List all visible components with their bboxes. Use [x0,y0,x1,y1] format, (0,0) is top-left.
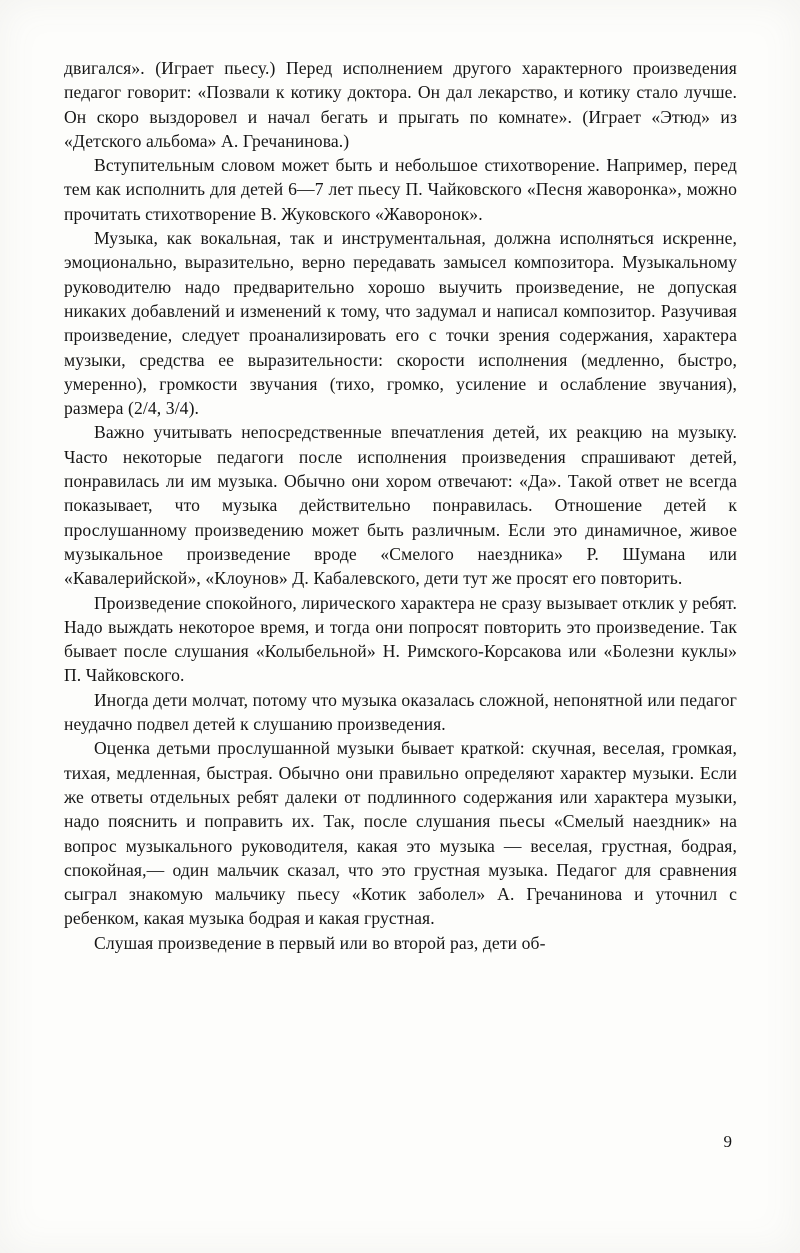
paragraph: Произведение спокойного, лирического характера не сразу вызывает отклик у ребят. Надо выждать некоторое время, и тогда они попросят повторить это произведение. Так бывает после слушания «Колыбельной» Н. Римского-Корсакова или «Болезни куклы» П. Чайковского. [64,592,737,686]
paragraph: Слушая произведение в первый или во второй раз, дети об- [94,932,546,953]
paragraph: двигался». (Играет пьесу.) Перед исполнением другого характерного произведения педагог говорит: «Позвали к котику доктора. Он дал лекарство, и котику стало лучше. Он скоро выздоровел и начал бегать и прыгать по комнате». (Играет «Этюд» из «Детского альбома» А. Гречанинова.) [64,58,737,151]
paragraph: Музыка, как вокальная, так и инструментальная, должна исполняться искренне, эмоционально, выразительно, верно передавать замысел композитора. Музыкальному руководителю надо предварительно хорошо выучить произведение, не допуская никаких добавлений и изменений к тому, что задумал и написал композитор. Разучивая произведение, следует проанализировать его с точки зрения содержания, характера музыки, средства ее выразительности: скорости исполнения (медленно, быстро, умеренно), громкости звучания (тихо, громко, усиление и ослабление звучания), размера (2/4, 3/4). [64,228,737,419]
paragraph: Вступительным словом может быть и небольшое стихотворение. Например, перед тем как исполнить для детей 6—7 лет пьесу П. Чайковского «Песня жаворонка», можно прочитать стихотворение В. Жуковского «Жаворонок». [64,155,737,224]
paragraph: Важно учитывать непосредственные впечатления детей, их реакцию на музыку. Часто некоторые педагоги после исполнения произведения спрашивают детей, понравилась ли им музыка. Обычно они хором отвечают: «Да». Такой ответ не всегда показывает, что музыка действительно понравилась. Отношение детей к прослушанному произведению может быть различным. Если это динамичное, живое музыкальное произведение вроде «Смелого наездника» Р. Шумана или «Кавалерийской», «Клоунов» Д. Кабалевского, дети тут же просят его повторить. [64,422,737,589]
paragraph: Оценка детьми прослушанной музыки бывает краткой: скучная, веселая, громкая, тихая, медленная, быстрая. Обычно они правильно определяют характер музыки. Если же ответы отдельных ребят далеки от подлинного содержания или характера музыки, надо пояснить и поправить их. Так, после слушания пьесы «Смелый наездник» на вопрос музыкального руководителя, какая это музыка — веселая, грустная, бодрая, спокойная,— один мальчик сказал, что это грустная музыка. Педагог для сравнения сыграл знакомую мальчику пьесу «Котик заболел» А. Гречанинова и уточнил с ребенком, какая музыка бодрая и какая грустная. [64,738,737,929]
page-text [64,56,737,955]
paragraph: Иногда дети молчат, потому что музыка оказалась сложной, непонятной или педагог неудачно подвел детей к слушанию произведения. [64,689,737,735]
page-number: 9 [723,1132,732,1151]
